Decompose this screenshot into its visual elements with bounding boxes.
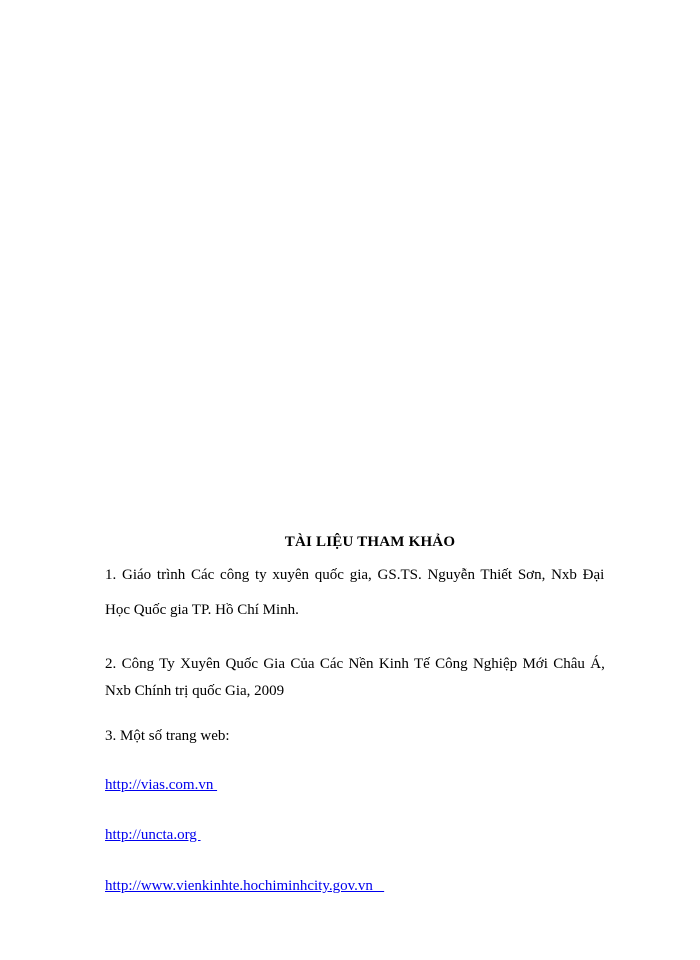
- reference-1-line-1: 1. Giáo trình Các công ty xuyên quốc gia, GS.TS. Nguyễn Thiết Sơn, Nxb Đại: [105, 567, 605, 583]
- link-uncta[interactable]: http://uncta.org: [105, 827, 201, 843]
- reference-1-line-2: Học Quốc gia TP. Hồ Chí Minh.: [105, 602, 299, 618]
- references-heading: TÀI LIỆU THAM KHẢO: [284, 534, 456, 550]
- reference-2-line-1: 2. Công Ty Xuyên Quốc Gia Của Các Nền Kinh Tế Công Nghiệp Mới Châu Á,: [105, 656, 605, 672]
- link-vias[interactable]: http://vias.com.vn: [105, 777, 218, 793]
- reference-2-line-2: Nxb Chính trị quốc Gia, 2009: [105, 683, 285, 699]
- link-vienkinhte[interactable]: http://www.vienkinhte.hochiminhcity.gov.vn: [105, 878, 385, 894]
- reference-3-label: 3. Một số trang web:: [105, 728, 230, 744]
